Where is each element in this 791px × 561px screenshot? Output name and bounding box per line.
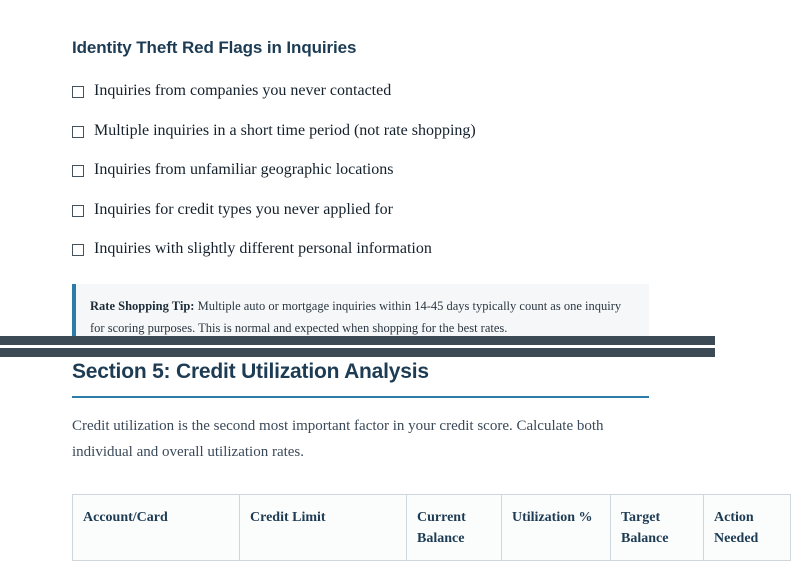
list-item-label: Inquiries from companies you never contacted (94, 82, 392, 99)
list-item[interactable] (72, 201, 649, 219)
column-header-current-balance: Current Balance (407, 494, 502, 560)
column-header-action-needed: Action Needed (704, 494, 791, 560)
list-item[interactable] (72, 161, 649, 179)
tip-label: Rate Shopping Tip: (90, 298, 195, 313)
checkbox-icon[interactable] (72, 244, 84, 256)
credit-utilization-section (0, 357, 759, 561)
list-item-label: Multiple inquiries in a short time period (not rate shopping) (94, 121, 476, 139)
page-title: Section 5: Credit Utilization Analysis (72, 357, 649, 398)
list-item[interactable] (72, 82, 649, 100)
checkbox-icon[interactable] (72, 205, 84, 217)
tip-body: Multiple auto or mortgage inquiries within 14-45 days typically count as one inquiry for scoring purposes. This is normal and expected when shopping for the best rates. (90, 298, 622, 335)
section-divider-band-top (0, 336, 715, 345)
list-item[interactable] (72, 122, 649, 140)
checkbox-icon[interactable] (72, 86, 84, 98)
checkbox-icon[interactable] (72, 126, 84, 138)
list-item-label: Inquiries from unfamiliar geographic locations (94, 161, 394, 179)
list-item[interactable] (72, 240, 649, 258)
list-item-label: Inquiries for credit types you never applied for (94, 200, 394, 218)
page-subheading: Identity Theft Red Flags in Inquiries (72, 38, 357, 57)
column-header-target-balance: Target Balance (611, 494, 704, 560)
list-item-label: Inquiries with slightly different personal information (94, 240, 432, 258)
utilization-table (72, 494, 791, 561)
table-header-row (73, 494, 791, 560)
column-header-utilization-pct: Utilization % (502, 494, 611, 560)
column-header-account: Account/Card (73, 494, 240, 560)
column-header-credit-limit: Credit Limit (240, 494, 407, 560)
section-paragraph: Credit utilization is the second most important factor in your credit score. Calculate both individual and overall utilization rates. (72, 418, 604, 460)
section-divider-band-bottom (0, 348, 715, 357)
tip-text (90, 296, 635, 340)
red-flags-checklist (72, 82, 649, 258)
checkbox-icon[interactable] (72, 165, 84, 177)
